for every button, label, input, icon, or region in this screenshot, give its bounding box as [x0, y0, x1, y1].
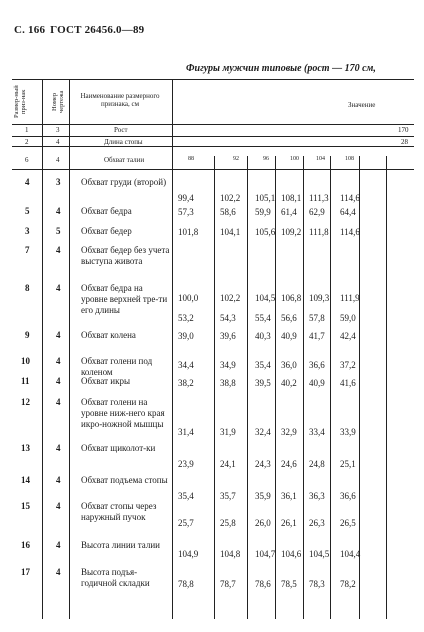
row-value: 38,2 [178, 378, 194, 388]
row-no: 9 [25, 330, 30, 340]
value-col-rule [303, 156, 304, 619]
row-no: 14 [21, 475, 30, 485]
waist-value: 88 [188, 156, 194, 162]
table-h-rule [12, 136, 414, 137]
row-no: 7 [25, 245, 30, 255]
row-value: 37,2 [340, 360, 356, 370]
table-v-rule [42, 79, 43, 619]
row-value: 61,4 [281, 207, 297, 217]
row-name: Высота линии талии [81, 540, 160, 550]
row-value: 102,2 [220, 293, 241, 303]
row-drawing: 4 [56, 443, 61, 453]
value-col-rule [330, 156, 331, 619]
row-value: 33,9 [340, 427, 356, 437]
row-no: 11 [21, 376, 30, 386]
row-value: 36,1 [281, 491, 297, 501]
row-drawing: 3 [56, 177, 61, 187]
row-name: Обхват стопы через наружный пучок [81, 501, 157, 522]
row-value: 24,8 [309, 459, 325, 469]
row-drawing: 4 [56, 206, 61, 216]
row-value: 33,4 [309, 427, 325, 437]
table-top-rule [12, 79, 414, 80]
row-no: 13 [21, 443, 30, 453]
row-value: 109,2 [281, 227, 302, 237]
row-name: Рост [114, 126, 128, 134]
standard-code: ГОСТ 26456.0—89 [50, 24, 145, 36]
row-value: 78,2 [340, 579, 356, 589]
row-value: 58,6 [220, 207, 236, 217]
row-value: 39,0 [178, 331, 194, 341]
row-value: 24,1 [220, 459, 236, 469]
row-value: 36,6 [309, 360, 325, 370]
row-value: 28 [401, 138, 408, 146]
row-value: 170 [398, 126, 409, 134]
row-no: 10 [21, 356, 30, 366]
row-value: 38,8 [220, 378, 236, 388]
row-no: 6 [25, 156, 29, 164]
row-value: 109,3 [309, 293, 330, 303]
row-value: 57,8 [309, 313, 325, 323]
value-col-rule [214, 156, 215, 619]
row-no: 8 [25, 283, 30, 293]
row-drawing: 4 [56, 138, 60, 146]
row-value: 40,2 [281, 378, 297, 388]
table-v-rule [69, 79, 70, 619]
header-feature-name: Наименование размерного признака, см [80, 92, 160, 108]
row-value: 111,8 [309, 227, 329, 237]
row-name: Обхват бедер [81, 226, 132, 236]
row-value: 108,1 [281, 193, 302, 203]
row-name: Обхват подъема стопы [81, 475, 168, 485]
row-value: 32,4 [255, 427, 271, 437]
row-value: 40,9 [309, 378, 325, 388]
row-no: 12 [21, 397, 30, 407]
row-value: 104,5 [309, 549, 330, 559]
row-value: 39,6 [220, 331, 236, 341]
row-value: 100,0 [178, 293, 199, 303]
waist-value: 100 [290, 156, 299, 162]
row-name: Обхват бедер без учета выступа живота [81, 245, 170, 266]
row-name: Обхват щиколот-ки [81, 443, 156, 453]
row-drawing: 4 [56, 376, 61, 386]
row-value: 78,8 [178, 579, 194, 589]
row-drawing: 3 [56, 126, 60, 134]
row-value: 104,4 [340, 549, 361, 559]
row-name: Обхват голени на уровне ниж-него края икро-ножной мышцы [81, 397, 165, 429]
row-name: Обхват голени под коленом [81, 356, 153, 377]
row-name: Обхват бедра [81, 206, 132, 216]
row-no: 17 [21, 567, 30, 577]
row-no: 4 [25, 177, 30, 187]
row-value: 104,8 [220, 549, 241, 559]
row-drawing: 4 [56, 245, 61, 255]
table-h-rule [12, 169, 414, 170]
waist-value: 92 [233, 156, 239, 162]
table-h-rule [12, 124, 414, 125]
row-value: 25,7 [178, 518, 194, 528]
page-number: С. 166 [14, 24, 46, 36]
row-value: 35,4 [178, 491, 194, 501]
row-value: 102,2 [220, 193, 241, 203]
table-v-rule [172, 79, 173, 619]
row-value: 78,7 [220, 579, 236, 589]
row-drawing: 5 [56, 226, 61, 236]
row-drawing: 4 [56, 156, 60, 164]
row-value: 101,8 [178, 227, 199, 237]
row-name: Обхват колена [81, 330, 136, 340]
row-value: 59,0 [340, 313, 356, 323]
row-value: 39,5 [255, 378, 271, 388]
row-value: 104,9 [178, 549, 199, 559]
row-value: 24,6 [281, 459, 297, 469]
row-value: 78,5 [281, 579, 297, 589]
row-value: 104,7 [255, 549, 276, 559]
row-no: 15 [21, 501, 30, 511]
row-value: 111,3 [309, 193, 329, 203]
row-value: 35,4 [255, 360, 271, 370]
row-value: 42,4 [340, 331, 356, 341]
row-value: 78,6 [255, 579, 271, 589]
row-value: 56,6 [281, 313, 297, 323]
row-name: Высота подъя-годичной складки [81, 567, 150, 588]
row-name: Обхват талии [104, 156, 145, 164]
row-value: 41,7 [309, 331, 325, 341]
row-value: 31,9 [220, 427, 236, 437]
header-size-feature: Размер-ный приз-нак [13, 85, 27, 119]
row-value: 35,9 [255, 491, 271, 501]
row-value: 54,3 [220, 313, 236, 323]
row-value: 111,9 [340, 293, 360, 303]
row-value: 25,8 [220, 518, 236, 528]
row-name: Обхват груди (второй) [81, 177, 167, 187]
table-title: Фигуры мужчин типовые (рост — 170 см, [186, 63, 376, 74]
row-value: 26,5 [340, 518, 356, 528]
row-value: 62,9 [309, 207, 325, 217]
header-value: Значение [348, 101, 376, 109]
row-value: 26,3 [309, 518, 325, 528]
waist-value: 108 [345, 156, 354, 162]
row-value: 104,5 [255, 293, 276, 303]
row-no: 1 [25, 126, 29, 134]
row-value: 34,9 [220, 360, 236, 370]
row-value: 59,9 [255, 207, 271, 217]
table-h-rule [12, 146, 414, 147]
row-value: 26,0 [255, 518, 271, 528]
row-name: Обхват икры [81, 376, 131, 386]
header-drawing-number: Номер чертежа [51, 90, 65, 114]
row-drawing: 4 [56, 330, 61, 340]
row-value: 34,4 [178, 360, 194, 370]
row-drawing: 4 [56, 501, 61, 511]
row-value: 55,4 [255, 313, 271, 323]
value-col-rule [247, 156, 248, 619]
row-value: 105,6 [255, 227, 276, 237]
row-value: 31,4 [178, 427, 194, 437]
row-value: 78,3 [309, 579, 325, 589]
row-value: 106,8 [281, 293, 302, 303]
row-drawing: 4 [56, 540, 61, 550]
row-value: 64,4 [340, 207, 356, 217]
row-value: 104,6 [281, 549, 302, 559]
row-value: 26,1 [281, 518, 297, 528]
page-header [14, 24, 149, 36]
row-no: 5 [25, 206, 30, 216]
row-drawing: 4 [56, 567, 61, 577]
row-value: 41,6 [340, 378, 356, 388]
row-value: 114,6 [340, 193, 360, 203]
row-value: 36,3 [309, 491, 325, 501]
waist-value: 104 [316, 156, 325, 162]
value-col-rule [386, 156, 387, 619]
row-value: 40,9 [281, 331, 297, 341]
row-value: 36,6 [340, 491, 356, 501]
row-value: 24,3 [255, 459, 271, 469]
row-value: 35,7 [220, 491, 236, 501]
row-value: 57,3 [178, 207, 194, 217]
row-value: 36,0 [281, 360, 297, 370]
row-value: 104,1 [220, 227, 241, 237]
waist-value: 96 [263, 156, 269, 162]
row-drawing: 4 [56, 397, 61, 407]
row-value: 23,9 [178, 459, 194, 469]
row-value: 32,9 [281, 427, 297, 437]
row-drawing: 4 [56, 356, 61, 366]
row-value: 105,1 [255, 193, 276, 203]
row-value: 99,4 [178, 193, 194, 203]
row-no: 16 [21, 540, 30, 550]
row-value: 53,2 [178, 313, 194, 323]
row-value: 40,3 [255, 331, 271, 341]
row-value: 114,6 [340, 227, 360, 237]
row-no: 3 [25, 226, 30, 236]
row-value: 25,1 [340, 459, 356, 469]
row-drawing: 4 [56, 475, 61, 485]
row-drawing: 4 [56, 283, 61, 293]
row-name: Длина стопы [104, 138, 143, 146]
row-name: Обхват бедра на уровне верхней тре-ти его длины [81, 283, 168, 315]
row-no: 2 [25, 138, 29, 146]
